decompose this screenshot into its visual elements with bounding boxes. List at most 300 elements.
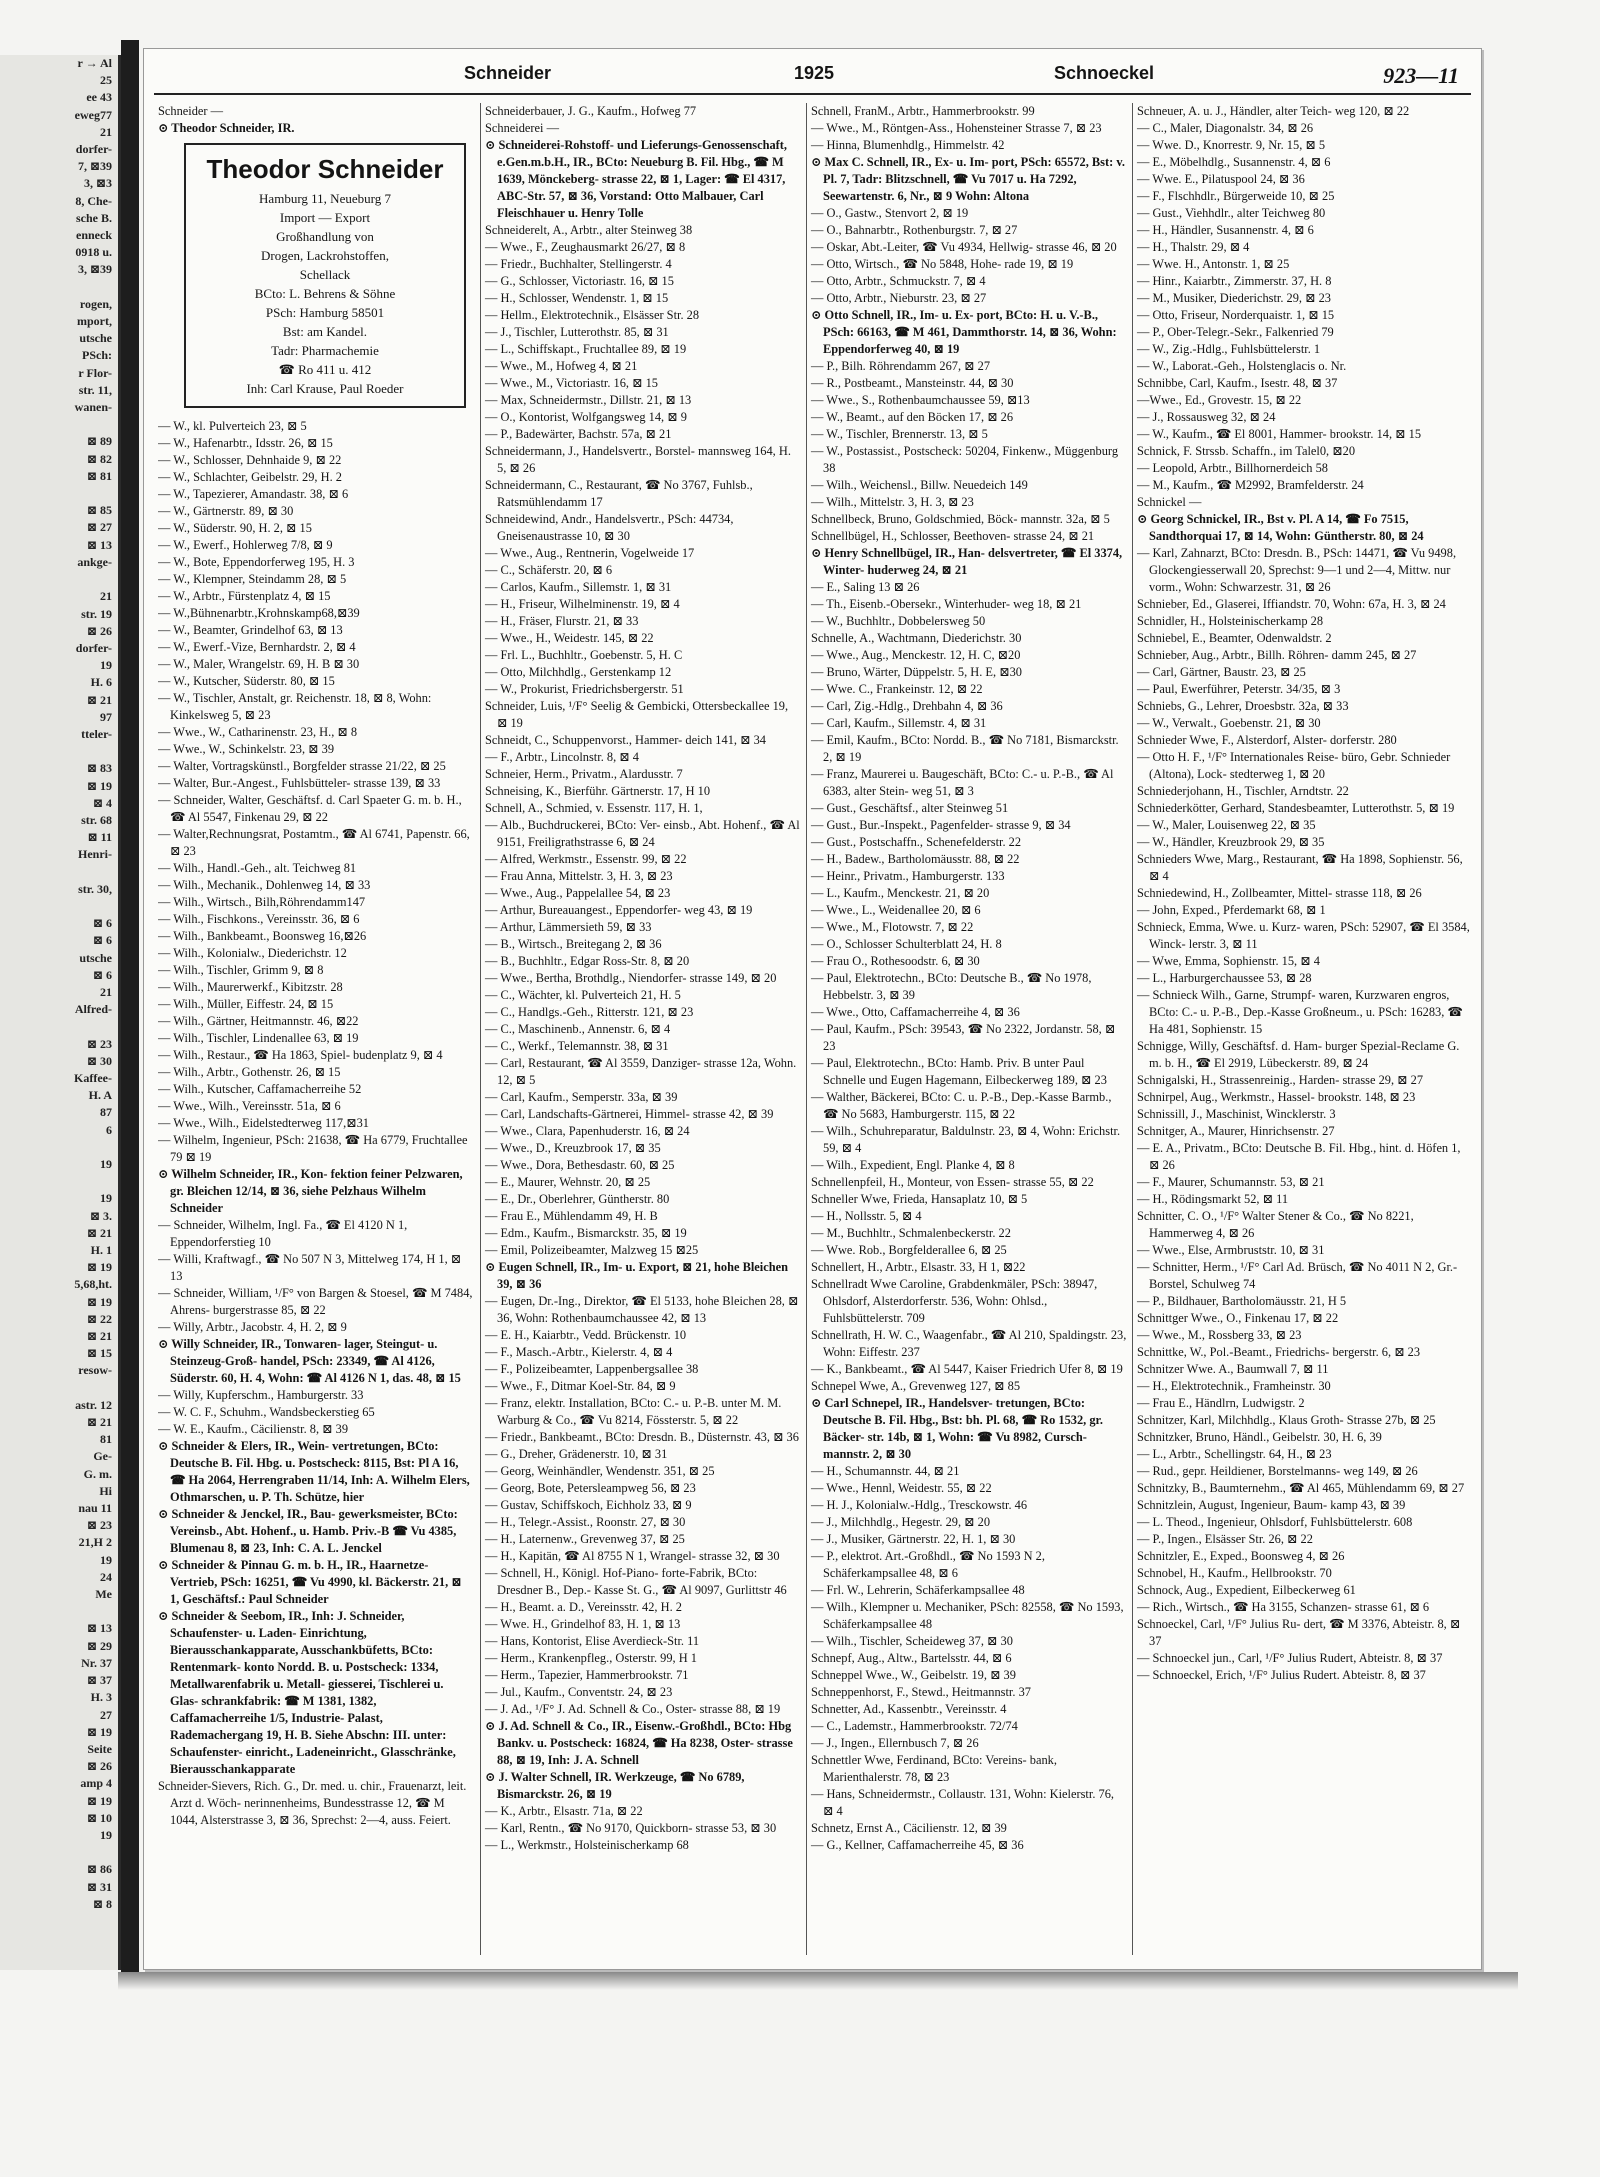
list-item: — F., Maurer, Schumannstr. 53, ⊠ 21: [1137, 1175, 1325, 1189]
previous-page-fragment: 27: [100, 1707, 112, 1722]
previous-page-fragment: enneck: [76, 228, 112, 243]
list-item: — Alb., Buchdruckerei, BCto: Ver- einsb., Abt. Hohenf., ☎ Al 9151, Freiligrathstrasse 6, ⊠ 24: [485, 818, 800, 849]
list-item: — H., Elektrotechnik., Framheinstr. 30: [1137, 1379, 1331, 1393]
list-item: Schniebel, E., Beamter, Odenwaldstr. 2: [1137, 631, 1332, 645]
previous-page-fragment: ⊠ 3.: [89, 1208, 112, 1223]
list-item: — Wwe., Aug., Menckestr. 12, H. C, ⊠20: [811, 648, 1021, 662]
list-item: Schnittke, W., Pol.-Beamt., Friedrichs- bergerstr. 6, ⊠ 23: [1137, 1345, 1421, 1359]
list-item: — O., Gastw., Stenvort 2, ⊠ 19: [811, 206, 969, 220]
previous-page-fragment: ⊠ 19: [86, 1793, 112, 1808]
previous-page-fragment: ⊠ 6: [92, 967, 112, 982]
list-item: — M., Buchhltr., Schmalenbeckerstr. 22: [811, 1226, 1011, 1240]
list-item: — Schnieck Wilh., Garne, Strumpf- waren, Kurzwaren engros, BCto: C.- u. P.-B., Dep.-Kasse Großneum., u. PSch: 16283, ☎ Ha 481, Sophienstr. 15: [1137, 988, 1463, 1036]
previous-page-edge: [0, 55, 121, 1970]
previous-page-fragment: ⊠ 19: [86, 1260, 112, 1275]
previous-page-fragment: ⊠ 19: [86, 1724, 112, 1739]
list-item: Schneider —: [158, 104, 224, 118]
list-item: Schnellbügel, H., Schlosser, Beethoven- strasse 24, ⊠ 21: [811, 529, 1095, 543]
previous-page-fragment: ⊠ 31: [86, 1879, 112, 1894]
previous-page-fragment: 81: [100, 1432, 112, 1447]
list-item: Schnetz, Ernst A., Cäcilienstr. 12, ⊠ 39: [811, 1821, 1007, 1835]
ad-line: PSch: Hamburg 58501: [265, 305, 385, 320]
list-item: — Karl, Zahnarzt, BCto: Dresdn. B., PSch: 14471, ☎ Vu 9498, Glockengiesserwall 20, Sprechst: 9—1 und 2—4, Mittw. nur vorm., Wohn: Schwarzestr. 31, ⊠ 26: [1137, 546, 1457, 594]
list-item: — J., Milchhdlg., Hegestr. 29, ⊠ 20: [811, 1515, 991, 1529]
previous-page-fragment: [0, 1603, 118, 1620]
previous-page-fragment: [0, 1139, 118, 1156]
list-item: — P., Badewärter, Bachstr. 57a, ⊠ 21: [485, 427, 672, 441]
list-item: — Wwe., W., Schinkelstr. 23, ⊠ 39: [158, 742, 335, 756]
list-item: Schnetter, Ad., Kassenbtr., Vereinsstr. 4: [811, 1702, 1007, 1716]
list-item: Schneider, Luis, ¹/F° Seelig & Gembicki, Ottersbeckallee 19, ⊠ 19: [485, 699, 789, 730]
list-item: — Hinna, Blumenhdlg., Himmelstr. 42: [811, 138, 1005, 152]
list-item: — W., Tapezierer, Amandastr. 38, ⊠ 6: [158, 487, 349, 501]
list-item: — Georg, Bote, Petersleampweg 56, ⊠ 23: [485, 1481, 696, 1495]
list-item: — E., Maurer, Wehnstr. 20, ⊠ 25: [485, 1175, 651, 1189]
list-item: Schnissill, J., Maschinist, Wincklerstr. 3: [1137, 1107, 1336, 1121]
list-item: Schnitzer, Karl, Milchhdlg., Klaus Groth- Strasse 27b, ⊠ 25: [1137, 1413, 1436, 1427]
previous-page-fragment: ⊠ 22: [86, 1311, 112, 1326]
previous-page-fragment: ⊠ 26: [86, 623, 112, 638]
list-item: — Hinr., Kaiarbtr., Zimmerstr. 37, H. 8: [1137, 274, 1332, 288]
previous-page-fragment: dorfer-: [75, 142, 112, 157]
previous-page-fragment: 21: [100, 984, 112, 999]
list-item: — E., Dr., Oberlehrer, Güntherstr. 80: [485, 1192, 670, 1206]
previous-page-fragment: ee 43: [86, 90, 112, 105]
list-item: — Wwe. Rob., Borgfelderallee 6, ⊠ 25: [811, 1243, 1007, 1257]
previous-page-fragment: ⊠ 23: [86, 1036, 112, 1051]
list-item: — W. E., Kaufm., Cäcilienstr. 8, ⊠ 39: [158, 1422, 349, 1436]
list-item: ⊙ Schneider & Seebom, IR., Inh: J. Schneider, Schaufenster- u. Laden- Einrichtung, Bierausschankapparate, Ausschankbüfetts, BCto: Rentenmark- konto Nordd. B. u. Postscheck: 1334, Metallwarenfabrik u. Metall- giesserei, Tischlerei u. Glas- schrankfabrik: ☎ M 1381, 1382, Caffamacherreihe 1/5, Industrie- Palast, Rademachergang 19, H. B. Siehe Abschn: III. unter: Schaufenster- einricht., Ladeneinricht., Glasschränke, Bierausschankapparate: [158, 1609, 456, 1776]
previous-page-fragment: [0, 571, 118, 588]
list-item: ⊙ Willy Schneider, IR., Tonwaren- lager, Steingut- u. Steinzeug-Groß- handel, PSch: 23349, ☎ Al 4126, Süderstr. 60, H. 4, Wohn: ☎ Al 4126 N 1, das. 48, ⊠ 15: [158, 1337, 461, 1385]
previous-page-fragment: str. 11,: [78, 382, 112, 397]
previous-page-fragment: ⊠ 13: [86, 537, 112, 552]
list-item: — Carl, Kaufm., Sillemstr. 4, ⊠ 31: [811, 716, 987, 730]
list-item: — Wilh., Mittelstr. 3, H. 3, ⊠ 23: [811, 495, 974, 509]
list-item: — W., Beamt., auf den Böcken 17, ⊠ 26: [811, 410, 1014, 424]
list-item: — Wwe. H., Grindelhof 83, H. 1, ⊠ 13: [485, 1617, 681, 1631]
list-item: — Wwe., Wilh., Eidelstedterweg 117,⊠31: [158, 1116, 369, 1130]
previous-page-fragment: 21: [100, 124, 112, 139]
list-item: — R., Postbeamt., Mansteinstr. 44, ⊠ 30: [811, 376, 1014, 390]
list-item: — Wwe, Emma, Sophienstr. 15, ⊠ 4: [1137, 954, 1320, 968]
list-item: ⊙ J. Ad. Schnell & Co., IR., Eisenw.-Großhdl., BCto: Hbg Bankv. u. Postscheck: 16824, ☎ Ha 8238, Oster- strasse 88, ⊠ 19, Inh: J. A. Schnell: [485, 1719, 793, 1767]
previous-page-fragment: r → Al: [77, 56, 112, 70]
previous-page-fragment: utsche: [79, 950, 112, 965]
previous-page-fragment: r Flor-: [78, 365, 112, 380]
previous-page-fragment: PSch:: [82, 348, 112, 363]
list-item: — Otto, Wirtsch., ☎ No 5848, Hohe- rade 19, ⊠ 19: [811, 257, 1074, 271]
entries-list: [158, 418, 476, 1829]
previous-page-fragment: 25: [100, 73, 112, 88]
list-item: — Wwe., D., Kreuzbrook 17, ⊠ 35: [485, 1141, 661, 1155]
list-item: —Wwe., Ed., Grovestr. 15, ⊠ 22: [1137, 393, 1302, 407]
previous-page-fragment: ⊠ 29: [86, 1638, 112, 1653]
list-item: — Walter,Rechnungsrat, Postamtm., ☎ Al 6741, Papenstr. 66, ⊠ 23: [158, 827, 470, 858]
list-item: — Friedr., Bankbeamt., BCto: Dresdn. B., Düsternstr. 43, ⊠ 36: [485, 1430, 799, 1444]
list-item: — Hans, Schneidermstr., Collaustr. 131, Wohn: Kielerstr. 76, ⊠ 4: [811, 1787, 1115, 1818]
ad-line: BCto: L. Behrens & Söhne: [254, 286, 396, 301]
list-item: — Wwe., F., Zeughausmarkt 26/27, ⊠ 8: [485, 240, 686, 254]
list-item: — Otto, Friseur, Norderquaistr. 1, ⊠ 15: [1137, 308, 1335, 322]
list-item: — Wwe. E., Pilatuspool 24, ⊠ 36: [1137, 172, 1305, 186]
list-item: Schneppenhorst, F., Stewd., Heitmannstr. 37: [811, 1685, 1031, 1699]
list-item: — Willi, Kraftwagf., ☎ No 507 N 3, Mittelweg 174, H 1, ⊠ 13: [158, 1252, 462, 1283]
list-item: — H. J., Kolonialw.-Hdlg., Tresckowstr. 46: [811, 1498, 1028, 1512]
list-item: Schnieber, Ed., Glaserei, Iffiandstr. 70, Wohn: 67a, H. 3, ⊠ 24: [1137, 597, 1446, 611]
list-item: — W., Kaufm., ☎ El 8001, Hammer- brookstr. 14, ⊠ 15: [1137, 427, 1422, 441]
previous-page-fragment: ankge-: [77, 554, 112, 569]
previous-page-fragment: [0, 1018, 118, 1035]
list-item: Schnepel Wwe, A., Grevenweg 127, ⊠ 85: [811, 1379, 1021, 1393]
list-item: — Emil, Kaufm., BCto: Nordd. B., ☎ No 7181, Bismarckstr. 2, ⊠ 19: [811, 733, 1119, 764]
previous-page-fragment: ⊠ 6: [92, 916, 112, 931]
list-item: Schneidermann, J., Handelsvertr., Borstel- mannsweg 164, H. 5, ⊠ 26: [485, 444, 791, 475]
list-item: ⊙ Wilhelm Schneider, IR., Kon- fektion feiner Pelzwaren, gr. Bleichen 12/14, ⊠ 36, siehe Pelzhaus Wilhelm Schneider: [158, 1167, 463, 1215]
list-item: — H., Kapitän, ☎ Al 8755 N 1, Wrangel- strasse 32, ⊠ 30: [485, 1549, 780, 1563]
list-item: — Alfred, Werkmstr., Essenstr. 99, ⊠ 22: [485, 852, 687, 866]
list-item: — Herm., Krankenpfleg., Osterstr. 99, H 1: [485, 1651, 697, 1665]
previous-page-fragment: ⊠ 21: [86, 692, 112, 707]
previous-page-fragment: [0, 485, 118, 502]
ad-line: Schellack: [299, 267, 351, 282]
list-item: — Carlos, Kaufm., Sillemstr. 1, ⊠ 31: [485, 580, 672, 594]
ad-line: Drogen, Lackrohstoffen,: [261, 248, 389, 263]
previous-page-fragment: [0, 864, 118, 881]
list-item: — Walter, Bur.-Angest., Fuhlsbütteler- strasse 139, ⊠ 33: [158, 776, 441, 790]
binding-gutter: [121, 40, 139, 1980]
list-item: — J. Ad., ¹/F° J. Ad. Schnell & Co., Oster- strasse 88, ⊠ 19: [485, 1702, 781, 1716]
list-item: — H., Laternenw., Grevenweg 37, ⊠ 25: [485, 1532, 685, 1546]
list-item: — W., Verwalt., Goebenstr. 21, ⊠ 30: [1137, 716, 1321, 730]
list-item: Schnieber, Aug., Arbtr., Billh. Röhren- damm 245, ⊠ 27: [1137, 648, 1417, 662]
list-item: Schnieders Wwe, Marg., Restaurant, ☎ Ha 1898, Sophienstr. 56, ⊠ 4: [1137, 852, 1463, 883]
previous-page-fragment: tteler-: [81, 726, 112, 741]
list-item: — Schneider, William, ¹/F° von Bargen & Stoesel, ☎ M 7484, Ahrens- burgerstrasse 85, ⊠ 22: [158, 1286, 473, 1317]
list-item: — Frau E., Händlrn, Ludwigstr. 2: [1137, 1396, 1305, 1410]
list-item: — W., Tischler, Anstalt, gr. Reichenstr. 18, ⊠ 8, Wohn: Kinkelsweg 5, ⊠ 23: [158, 691, 432, 722]
list-item: — Wwe., F., Ditmar Koel-Str. 84, ⊠ 9: [485, 1379, 676, 1393]
page-header: [154, 57, 1471, 95]
list-item: — H., Telegr.-Assist., Roonstr. 27, ⊠ 30: [485, 1515, 686, 1529]
list-item: — W., Beamter, Grindelhof 63, ⊠ 13: [158, 623, 343, 637]
list-item: — Wilh., Kolonialw., Diederichstr. 12: [158, 946, 347, 960]
previous-page-fragment: mport,: [77, 314, 112, 329]
list-item: ⊙ Henry Schnellbügel, IR., Han- delsvertreter, ☎ El 3374, Winter- huderweg 24, ⊠ 21: [811, 546, 1123, 577]
previous-page-fragment: 0918 u.: [75, 245, 112, 260]
previous-page-fragment: [0, 416, 118, 433]
previous-page-fragment: rogen,: [79, 296, 112, 311]
previous-page-fragment: [0, 279, 118, 296]
list-item: — W., Maler, Louisenweg 22, ⊠ 35: [1137, 818, 1316, 832]
list-item: — Th., Eisenb.-Obersekr., Winterhuder- weg 18, ⊠ 21: [811, 597, 1082, 611]
page-bottom-shadow: [118, 1972, 1518, 1990]
list-item: Schnell, A., Schmied, v. Essenstr. 117, H. 1,: [485, 801, 703, 815]
list-item: Schneier, Herm., Privatm., Alardusstr. 7: [485, 767, 683, 781]
list-item: — P., Bildhauer, Bartholomäusstr. 21, H 5: [1137, 1294, 1347, 1308]
list-item: — Wwe., M., Röntgen-Ass., Hohensteiner Strasse 7, ⊠ 23: [811, 121, 1102, 135]
list-item: — W., Hafenarbtr., Idsstr. 26, ⊠ 15: [158, 436, 333, 450]
previous-page-fragment: Henri-: [78, 847, 112, 862]
list-item: — H., Nollsstr. 5, ⊠ 4: [811, 1209, 922, 1223]
list-item: — W.,Bühnenarbtr.,Krohnskamp68,⊠39: [158, 606, 360, 620]
previous-page-fragment: ⊠ 15: [86, 1346, 112, 1361]
list-item: — F., Flschhdlr., Bürgerweide 10, ⊠ 25: [1137, 189, 1335, 203]
list-item: — Wilh., Handl.-Geh., alt. Teichweg 81: [158, 861, 357, 875]
list-item: — P., Bilh. Röhrendamm 267, ⊠ 27: [811, 359, 991, 373]
header-year: 1925: [794, 63, 835, 83]
previous-page-fragment: G. m.: [83, 1466, 112, 1481]
list-item: — J., Musiker, Gärtnerstr. 22, H. 1, ⊠ 30: [811, 1532, 1016, 1546]
list-item: Schniederjohann, H., Tischler, Arndtstr. 22: [1137, 784, 1349, 798]
list-item: — Wwe., M., Hofweg 4, ⊠ 21: [485, 359, 638, 373]
previous-page-fragment: 21,H 2: [78, 1535, 112, 1550]
list-item: Schniebs, G., Lehrer, Droesbstr. 32a, ⊠ 33: [1137, 699, 1349, 713]
ad-line: Bst: am Kandel.: [282, 324, 368, 339]
list-item: Schnellenpfeil, H., Monteur, von Essen- strasse 55, ⊠ 22: [811, 1175, 1094, 1189]
list-item: — Leopold, Arbtr., Billhornerdeich 58: [1137, 461, 1328, 475]
previous-page-fragment: 19: [100, 1552, 112, 1567]
previous-page-fragment: Ge-: [93, 1449, 112, 1464]
ad-line: Tadr: Pharmachemie: [271, 343, 379, 358]
list-item: — Wwe. C., Frankeinstr. 12, ⊠ 22: [811, 682, 983, 696]
list-item: — Wilh., Müller, Eiffestr. 24, ⊠ 15: [158, 997, 334, 1011]
list-item: — Paul, Elektrotechn., BCto: Hamb. Priv. B unter Paul Schnelle und Eugen Hagemann, Eilbeckerweg 189, ⊠ 23: [811, 1056, 1107, 1087]
list-item: — Otto, Arbtr., Nieburstr. 23, ⊠ 27: [811, 291, 987, 305]
list-item: — Wilh., Gärtner, Heitmannstr. 46, ⊠22: [158, 1014, 359, 1028]
previous-page-fragment: 19: [100, 658, 112, 673]
list-item: — Wilhelm, Ingenieur, PSch: 21638, ☎ Ha 6779, Fruchtallee 79 ⊠ 19: [158, 1133, 468, 1164]
previous-page-fragment: 21: [100, 589, 112, 604]
entries-list: [1137, 103, 1473, 1684]
previous-page-fragment: ⊠ 82: [86, 451, 112, 466]
list-item: — Wwe., Aug., Rentnerin, Vogelweide 17: [485, 546, 695, 560]
list-item: — M., Musiker, Diederichstr. 29, ⊠ 23: [1137, 291, 1332, 305]
list-item: — Wilh., Tischler, Grimm 9, ⊠ 8: [158, 963, 324, 977]
list-item: — Wilh., Restaur., ☎ Ha 1863, Spiel- budenplatz 9, ⊠ 4: [158, 1048, 443, 1062]
list-item: — Eugen, Dr.-Ing., Direktor, ☎ El 5133, hohe Bleichen 28, ⊠ 36, Wohn: Rothenbaumchaussee 42, ⊠ 13: [485, 1294, 799, 1325]
list-item: — Carl, Kaufm., Semperstr. 33a, ⊠ 39: [485, 1090, 678, 1104]
list-item: — W., Schlosser, Dehnhaide 9, ⊠ 22: [158, 453, 342, 467]
previous-page-fragment: Me: [95, 1587, 112, 1602]
list-item: — Emil, Polizeibeamter, Malzweg 15 ⊠25: [485, 1243, 699, 1257]
header-right-keyword: Schnoeckel: [1054, 63, 1155, 83]
previous-page-fragment: H. A: [88, 1088, 112, 1103]
list-item: — W., Tischler, Brennerstr. 13, ⊠ 5: [811, 427, 988, 441]
previous-page-fragment: dorfer-: [75, 640, 112, 655]
list-item: — B., Wirtsch., Breitegang 2, ⊠ 36: [485, 937, 662, 951]
list-item: — Willy, Kupferschm., Hamburgerstr. 33: [158, 1388, 364, 1402]
previous-page-fragment: ⊠ 37: [86, 1673, 112, 1688]
list-item: — Carl, Landschafts-Gärtnerei, Himmel- strasse 42, ⊠ 39: [485, 1107, 774, 1121]
list-item: — F., Polizeibeamter, Lappenbergsallee 38: [485, 1362, 699, 1376]
list-item: ⊙ Carl Schnepel, IR., Handelsver- tretungen, BCto: Deutsche B. Fil. Hbg., Bst: bh. Pl. 68, ☎ Ro 1532, gr. Bäcker- str. 14b, ⊠ 1, Wohn: ☎ Vu 8982, Cursch- mannstr. 2, ⊠ 30: [811, 1396, 1104, 1461]
previous-page-fragment: 8, Che-: [75, 193, 112, 208]
previous-page-fragment: 24: [100, 1569, 112, 1584]
list-item: — H., Badew., Bartholomäusstr. 88, ⊠ 22: [811, 852, 1020, 866]
previous-page-fragment: [0, 1380, 118, 1397]
list-item: — Wwe., Wilh., Vereinsstr. 51a, ⊠ 6: [158, 1099, 341, 1113]
list-item: — Hellm., Elektrotechnik., Elsässer Str. 28: [485, 308, 700, 322]
list-item: Schnelle, A., Wachtmann, Diederichstr. 30: [811, 631, 1022, 645]
previous-page-fragment: astr. 12: [75, 1397, 112, 1412]
list-item: Schnigalski, H., Strassenreinig., Harden- strasse 29, ⊠ 27: [1137, 1073, 1424, 1087]
list-item: — Wwe., L., Weidenallee 20, ⊠ 6: [811, 903, 981, 917]
list-item: — Schneider, Walter, Geschäftsf. d. Carl Spaeter G. m. b. H., ☎ Al 5547, Finkenau 29, ⊠ 22: [158, 793, 462, 824]
previous-page-fragment: Nr. 37: [81, 1655, 112, 1670]
list-item: — Gust., Geschäftsf., alter Steinweg 51: [811, 801, 1009, 815]
entries-list: [811, 103, 1129, 1854]
list-item: — W., Ewerf., Hohlerweg 7/8, ⊠ 9: [158, 538, 333, 552]
list-item: — E. A., Privatm., BCto: Deutsche B. Fil. Hbg., hint. d. Höfen 1, ⊠ 26: [1137, 1141, 1461, 1172]
list-item: Schnitter, C. O., ¹/F° Walter Stener & Co., ☎ No 8221, Hammerweg 4, ⊠ 26: [1137, 1209, 1414, 1240]
directory-page: [143, 48, 1482, 1970]
ad-line: ☎ Ro 411 u. 412: [278, 362, 372, 377]
column-2: [480, 103, 803, 1955]
previous-page-fragment: amp 4: [80, 1776, 112, 1791]
ad-line: Inh: Carl Krause, Paul Roeder: [246, 381, 404, 396]
list-item: — Wilh., Wirtsch., Bilh,Röhrendamm147: [158, 895, 366, 909]
previous-page-fragment: [0, 1930, 118, 1947]
list-item: — C., Maler, Diagonalstr. 34, ⊠ 26: [1137, 121, 1314, 135]
list-item: ⊙ Georg Schnickel, IR., Bst v. Pl. A 14, ☎ Fo 7515, Sandthorquai 17, ⊠ 14, Wohn: Güntherstr. 80, ⊠ 24: [1137, 512, 1424, 543]
list-item: ⊙ Schneider & Pinnau G. m. b. H., IR., Haarnetze-Vertrieb, PSch: 16251, ☎ Vu 4990, kl. Bäckerstr. 21, ⊠ 1, Geschäftsf.: Paul Schneider: [158, 1558, 462, 1606]
list-item: — L., Kaufm., Menckestr. 21, ⊠ 20: [811, 886, 990, 900]
list-item: Schnibbe, Carl, Kaufm., Isestr. 48, ⊠ 37: [1137, 376, 1338, 390]
list-item: — Paul, Ewerführer, Peterstr. 34/35, ⊠ 3: [1137, 682, 1341, 696]
previous-page-fragment: Hi: [99, 1483, 112, 1498]
previous-page-fragment: 87: [100, 1105, 112, 1120]
previous-page-fragment: str. 30,: [78, 881, 112, 896]
list-item: Schnoeckel, Carl, ¹/F° Julius Ru- dert, ☎ M 3376, Abteistr. 8, ⊠ 37: [1137, 1617, 1461, 1648]
list-item: Schnock, Aug., Expedient, Eilbeckerweg 61: [1137, 1583, 1356, 1597]
list-item: Schnobel, H., Kaufm., Hellbrookstr. 70: [1137, 1566, 1332, 1580]
list-item: — L., Arbtr., Schellingstr. 64, H., ⊠ 23: [1137, 1447, 1332, 1461]
previous-page-fragment: ⊠ 19: [86, 1294, 112, 1309]
list-item: — H., Händler, Susannenstr. 4, ⊠ 6: [1137, 223, 1314, 237]
list-item: — G., Schlosser, Victoriastr. 16, ⊠ 15: [485, 274, 674, 288]
list-item: Schnitzler, E., Exped., Boonsweg 4, ⊠ 26: [1137, 1549, 1345, 1563]
previous-page-fragment: [0, 1913, 118, 1930]
list-item: — W., Bote, Eppendorferweg 195, H. 3: [158, 555, 355, 569]
list-item: — Schnitter, Herm., ¹/F° Carl Ad. Brüsch, ☎ No 4011 N 2, Gr.-Borstel, Schulweg 74: [1137, 1260, 1458, 1291]
list-item: — Georg, Weinhändler, Wendenstr. 351, ⊠ 25: [485, 1464, 715, 1478]
list-item: — C., Maschinenb., Annenstr. 6, ⊠ 4: [485, 1022, 671, 1036]
list-item: — G., Kellner, Caffamacherreihe 45, ⊠ 36: [811, 1838, 1024, 1852]
list-item: — W., Buchhltr., Dobbelersweg 50: [811, 614, 986, 628]
list-item: — Wilh., Klempner u. Mechaniker, PSch: 82558, ☎ No 1593, Schäferkampsallee 48: [811, 1600, 1124, 1631]
list-item: — John, Exped., Pferdemarkt 68, ⊠ 1: [1137, 903, 1326, 917]
list-item: — Wwe., Hennl, Weidestr. 55, ⊠ 22: [811, 1481, 992, 1495]
column-1: [158, 103, 476, 1955]
previous-page-fragment: 3, ⊠3: [83, 176, 112, 191]
previous-page-fragment: sche B.: [76, 210, 112, 225]
list-item: — Gust., Postschaffn., Schenefelderstr. 22: [811, 835, 1022, 849]
list-item: — H., Fräser, Flurstr. 21, ⊠ 33: [485, 614, 639, 628]
previous-page-fragment: ⊠ 26: [86, 1759, 112, 1774]
list-item: Schnellrath, H. W. C., Waagenfabr., ☎ Al 210, Spaldingstr. 23, Wohn: Eiffestr. 237: [811, 1328, 1127, 1359]
list-item: — Frau O., Rothesoodstr. 6, ⊠ 30: [811, 954, 980, 968]
list-item: Schnettler Wwe, Ferdinand, BCto: Vereins- bank, Marienthalerstr. 78, ⊠ 23: [811, 1753, 1057, 1784]
list-item: — Wwe., Aug., Pappelallee 54, ⊠ 23: [485, 886, 671, 900]
list-item: ⊙ Schneider & Jenckel, IR., Bau- gewerksmeister, BCto: Vereinsb., Abt. Hohenf., u. Hamb. Priv.-B ☎ Vu 4385, Blumenau 8, ⊠ 23, Inh: C. A. L. Jenckel: [158, 1507, 458, 1555]
previous-page-fragment: ⊠ 89: [86, 434, 112, 449]
list-item: — Franz, Maurerei u. Baugeschäft, BCto: C.- u. P.-B., ☎ Al 6383, alter Stein- weg 51, ⊠ 3: [811, 767, 1114, 798]
list-item: — Otto, Arbtr., Schmuckstr. 7, ⊠ 4: [811, 274, 986, 288]
list-item: — Wwe., Clara, Papenhuderstr. 16, ⊠ 24: [485, 1124, 690, 1138]
list-item: — Schnoeckel, Erich, ¹/F° Julius Rudert. Abteistr. 8, ⊠ 37: [1137, 1668, 1426, 1682]
list-item: — Wilh., Schuhreparatur, Baldulnstr. 23, ⊠ 4, Wohn: Erichstr. 59, ⊠ 4: [811, 1124, 1121, 1155]
list-item: — L. Theod., Ingenieur, Ohlsdorf, Fuhlsbüttelerstr. 608: [1137, 1515, 1413, 1529]
advertisement-box: [184, 143, 466, 408]
previous-page-fragment: eweg77: [74, 107, 112, 122]
previous-page-fragment: [0, 1844, 118, 1861]
list-item: Schnellradt Wwe Caroline, Grabdenkmäler, PSch: 38947, Ohlsdorf, Alsterdorferstr. 536, Wohn: Ohlsd., Fuhlsbüttelerstr. 709: [811, 1277, 1098, 1325]
previous-page-fragment: 19: [100, 1191, 112, 1206]
list-item: — C., Schäferstr. 20, ⊠ 6: [485, 563, 613, 577]
previous-page-fragment: ⊠ 10: [86, 1810, 112, 1825]
list-item: Schnirpel, Aug., Werkmstr., Hassel- brookstr. 148, ⊠ 23: [1137, 1090, 1416, 1104]
list-item: — P., Ingen., Elsässer Str. 26, ⊠ 22: [1137, 1532, 1313, 1546]
previous-page-fragment: 5,68,ht.: [74, 1277, 112, 1292]
ad-line: Import — Export: [279, 210, 371, 225]
list-item: — W., Laborat.-Geh., Holstenglacis o. Nr.: [1137, 359, 1347, 373]
list-item: — W., Händler, Kreuzbrook 29, ⊠ 35: [1137, 835, 1325, 849]
list-item: — G., Dreher, Grädenerstr. 10, ⊠ 31: [485, 1447, 668, 1461]
list-item: — Wilh., Maurerwerkf., Kibitzstr. 28: [158, 980, 343, 994]
list-item: — Frl. W., Lehrerin, Schäferkampsallee 48: [811, 1583, 1025, 1597]
previous-page-fragment: ⊠ 21: [86, 1225, 112, 1240]
list-item: — C., Werkf., Telemannstr. 38, ⊠ 31: [485, 1039, 669, 1053]
list-item: Schneiderei —: [485, 121, 559, 135]
list-item: Schneiderbauer, J. G., Kaufm., Hofweg 77: [485, 104, 697, 118]
list-item: — H., Schumannstr. 44, ⊠ 21: [811, 1464, 960, 1478]
list-item: — W., Maler, Wrangelstr. 69, H. B ⊠ 30: [158, 657, 360, 671]
list-item: — H., Friseur, Wilhelminenstr. 19, ⊠ 4: [485, 597, 680, 611]
previous-page-fragment: str. 19: [81, 606, 112, 621]
list-item: — C., Lademstr., Hammerbrookstr. 72/74: [811, 1719, 1018, 1733]
list-item: — C., Handlgs.-Geh., Ritterstr. 121, ⊠ 23: [485, 1005, 694, 1019]
previous-page-fragment: 19: [100, 1827, 112, 1842]
list-item: — Paul, Kaufm., PSch: 39543, ☎ No 2322, Jordanstr. 58, ⊠ 23: [811, 1022, 1116, 1053]
previous-page-fragment: ⊠ 4: [92, 795, 112, 810]
list-item: ⊙ Schneider & Elers, IR., Wein- vertretungen, BCto: Deutsche B. Fil. Hbg. u. Postscheck: 8115, Bst: Pl A 16, ☎ Ha 2064, Herrengraben 11/14, Inh: A. Wilhelm Elers, Othmarschen, u. P. Th. Schütze, hier: [158, 1439, 470, 1504]
list-item: — M., Kaufm., ☎ M2992, Bramfelderstr. 24: [1137, 478, 1364, 492]
list-item: — W., Ewerf.-Vize, Bernhardstr. 2, ⊠ 4: [158, 640, 356, 654]
previous-page-fragment: ⊠ 19: [86, 778, 112, 793]
list-item: — Wwe. D., Knorrestr. 9, Nr. 15, ⊠ 5: [1137, 138, 1326, 152]
list-item: Schniederkötter, Gerhard, Standesbeamter, Lutterothstr. 5, ⊠ 19: [1137, 801, 1455, 815]
previous-page-fragment: [0, 743, 118, 760]
list-item: — Wwe., S., Rothenbaumchaussee 59, ⊠13: [811, 393, 1030, 407]
previous-page-fragment: resow-: [78, 1363, 112, 1378]
list-item: Schnitzlein, August, Ingenieur, Baum- kamp 43, ⊠ 39: [1137, 1498, 1406, 1512]
previous-page-fragment: [0, 1947, 118, 1964]
list-item: — Gustav, Schiffskoch, Eichholz 33, ⊠ 9: [485, 1498, 692, 1512]
list-item: Schnepf, Aug., Altw., Bartelsstr. 44, ⊠ 6: [811, 1651, 1012, 1665]
previous-page-fragment: H. 3: [90, 1690, 112, 1705]
list-item: — Karl, Rentn., ☎ No 9170, Quickborn- strasse 53, ⊠ 30: [485, 1821, 777, 1835]
previous-page-fragment: ⊠ 8: [92, 1896, 112, 1911]
list-item: Schnieck, Emma, Wwe. u. Kurz- waren, PSch: 52907, ☎ El 3584, Winck- lerstr. 3, ⊠ 11: [1137, 920, 1470, 951]
previous-page-fragment: ⊠ 86: [86, 1862, 112, 1877]
list-item: — Wwe., Otto, Caffamacherreihe 4, ⊠ 36: [811, 1005, 1020, 1019]
list-item: — Bruno, Wärter, Düppelstr. 5, H. E, ⊠30: [811, 665, 1022, 679]
list-item: — Wwe., Else, Armbruststr. 10, ⊠ 31: [1137, 1243, 1325, 1257]
list-item: — H., Schlosser, Wendenstr. 1, ⊠ 15: [485, 291, 669, 305]
list-item: — W., Zig.-Hdlg., Fuhlsbüttelerstr. 1: [1137, 342, 1321, 356]
list-item: Schneiderelt, A., Arbtr., alter Steinweg 38: [485, 223, 693, 237]
